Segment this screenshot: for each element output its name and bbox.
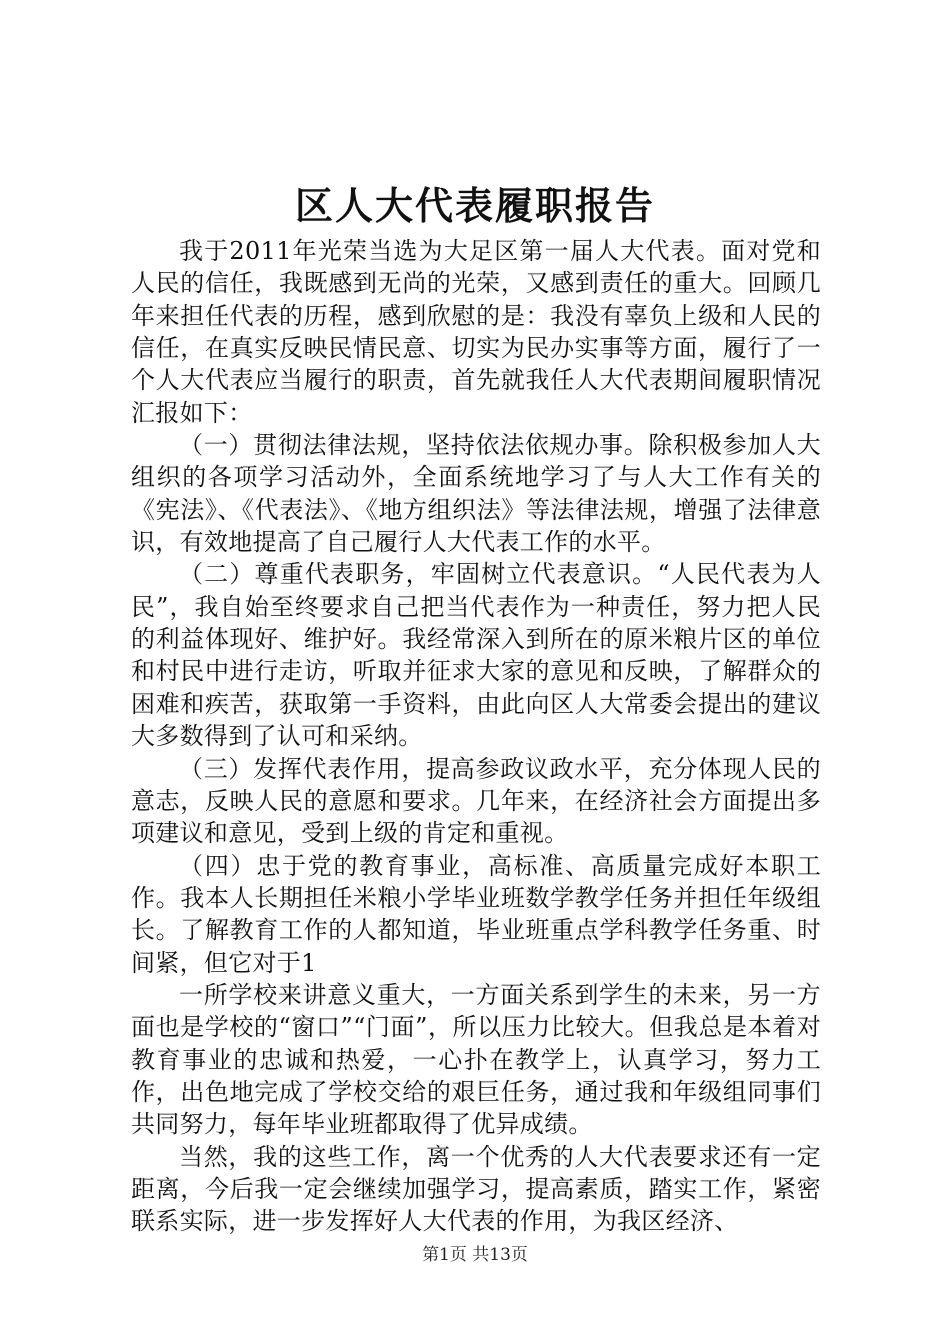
paragraph-section-3: （三）发挥代表作用，提高参政议政水平，充分体现人民的意志，反映人民的意愿和要求。几年来，在经济社会方面提出多项建议和意见，受到上级的肯定和重视。 xyxy=(131,754,821,848)
paragraph-section-4: （四）忠于党的教育事业，高标准、高质量完成好本职工作。我本人长期担任米粮小学毕业班数学教学任务并担任年级组长。了解教育工作的人都知道，毕业班重点学科教学任务重、时间紧，但它对于1 xyxy=(131,851,821,977)
document-body xyxy=(131,235,821,1238)
paragraph-section-4-continued: 一所学校来讲意义重大，一方面关系到学生的未来，另一方面也是学校的“窗口”“门面”，所以压力比较大。但我总是本着对教育事业的忠诚和热爱，一心扑在教学上，认真学习，努力工作，出色地完成了学校交给的艰巨任务，通过我和年级组同事们共同努力，每年毕业班都取得了优异成绩。 xyxy=(131,980,821,1139)
paragraph-conclusion: 当然，我的这些工作，离一个优秀的人大代表要求还有一定距离，今后我一定会继续加强学习，提高素质，踏实工作，紧密联系实际，进一步发挥好人大代表的作用，为我区经济、 xyxy=(131,1142,821,1236)
paragraph-section-1: （一）贯彻法律法规，坚持依法依规办事。除积极参加人大组织的各项学习活动外，全面系统地学习了与人大工作有关的《宪法》、《代表法》、《地方组织法》等法律法规，增强了法律意识，有效地提高了自己履行人大代表工作的水平。 xyxy=(131,431,821,557)
paragraph-section-2: （二）尊重代表职务，牢固树立代表意识。“人民代表为人民”，我自始至终要求自己把当代表作为一种责任，努力把人民的利益体现好、维护好。我经常深入到所在的原米粮片区的单位和村民中进行走访，听取并征求大家的意见和反映，了解群众的困难和疾苦，获取第一手资料，由此向区人大常委会提出的建议大多数得到了认可和采纳。 xyxy=(131,560,821,751)
page-number-footer: 第1页 共13页 xyxy=(422,1245,528,1265)
paragraph-intro: 我于2011年光荣当选为大足区第一届人大代表。面对党和人民的信任，我既感到无尚的光荣，又感到责任的重大。回顾几年来担任代表的历程，感到欣慰的是：我没有辜负上级和人民的信任，在真实反映民情民意、切实为民办实事等方面，履行了一个人大代表应当履行的职责，首先就我任人大代表期间履职情况汇报如下： xyxy=(131,237,821,427)
document-title: 区人大代表履职报告 xyxy=(294,183,655,228)
